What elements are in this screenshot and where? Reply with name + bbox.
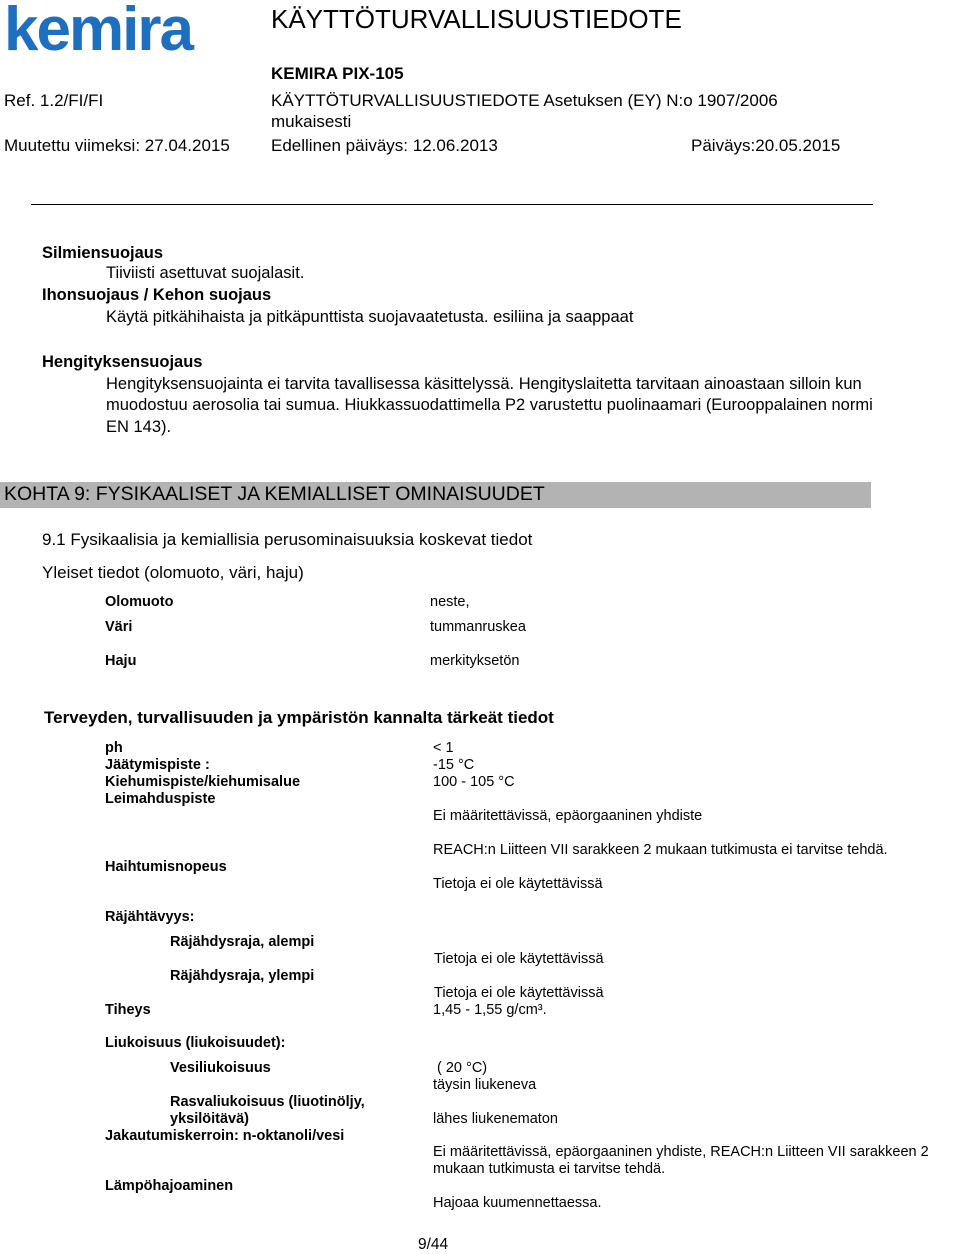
flash-point-label: Leimahduspiste (105, 791, 216, 807)
ph-value: < 1 (433, 740, 454, 756)
section-9-title: KOHTA 9: FYSIKAALISET JA KEMIALLISET OMINAISUUDET (4, 483, 545, 505)
issue-date: Päiväys:20.05.2015 (691, 136, 841, 155)
subsection-9-1-title: 9.1 Fysikaalisia ja kemiallisia perusominaisuuksia koskevat tiedot (42, 530, 533, 549)
odor-value: merkityksetön (430, 653, 520, 669)
density-label: Tiheys (105, 1002, 151, 1018)
partition-coefficient-value-line-2: mukaan tutkimusta ei tarvitse tehdä. (433, 1161, 666, 1177)
general-info-heading: Yleiset tiedot (olomuoto, väri, haju) (42, 563, 304, 582)
form-value: neste, (430, 594, 470, 610)
revised-date: Muutettu viimeksi: 27.04.2015 (4, 136, 230, 155)
thermal-decomposition-value: Hajoaa kuumennettaessa. (433, 1195, 602, 1211)
page-number: 9/44 (418, 1236, 449, 1253)
document-type-title: KÄYTTÖTURVALLISUUSTIEDOTE (271, 4, 682, 34)
color-value: tummanruskea (430, 619, 526, 635)
fat-solubility-label-line-2: yksilöitävä) (170, 1111, 249, 1127)
respiratory-protection-heading: Hengityksensuojaus (42, 353, 203, 371)
flash-point-value: Ei määritettävissä, epäorgaaninen yhdiste (433, 808, 703, 824)
explosive-properties-label: Räjähtävyys: (105, 909, 195, 925)
regulation-line-2: mukaisesti (271, 112, 352, 131)
form-label: Olomuoto (105, 594, 174, 610)
header-divider (31, 204, 873, 205)
respiratory-protection-line-2: muodostuu aerosolia tai sumua. Hiukkassuodattimella P2 varustettu puolinaamari (Eurooppalainen normi (106, 396, 873, 414)
safety-info-heading: Terveyden, turvallisuuden ja ympäristön kannalta tärkeät tiedot (44, 708, 554, 727)
kemira-logo-wordmark (4, 2, 244, 58)
fat-solubility-value: lähes liukenematon (433, 1111, 558, 1127)
previous-date: Edellinen päiväys: 12.06.2013 (271, 136, 498, 155)
freezing-point-value: -15 °C (433, 757, 475, 773)
odor-label: Haju (105, 653, 137, 669)
reach-note: REACH:n Liitteen VII sarakkeen 2 mukaan tutkimusta ei tarvitse tehdä. (433, 842, 888, 858)
water-solubility-value: täysin liukeneva (433, 1077, 537, 1093)
boiling-point-value: 100 - 105 °C (433, 774, 515, 790)
eye-protection-text: Tiiviisti asettuvat suojalasit. (106, 264, 305, 282)
water-solubility-temperature: ( 20 °C) (437, 1060, 488, 1076)
partition-coefficient-value-line-1: Ei määritettävissä, epäorgaaninen yhdiste, REACH:n Liitteen VII sarakkeen 2 (433, 1144, 929, 1160)
solubility-label: Liukoisuus (liukoisuudet): (105, 1035, 286, 1051)
kemira-logo (4, 2, 244, 58)
skin-protection-text: Käytä pitkähihaista ja pitkäpunttista suojavaatetusta. esiliina ja saappaat (106, 308, 634, 326)
density-value: 1,45 - 1,55 g/cm³. (433, 1002, 547, 1018)
skin-protection-heading: Ihonsuojaus / Kehon suojaus (42, 286, 272, 304)
partition-coefficient-label: Jakautumiskerroin: n-oktanoli/vesi (105, 1128, 345, 1144)
reference-number: Ref. 1.2/FI/FI (4, 91, 104, 110)
freezing-point-label: Jäätymispiste : (105, 757, 210, 773)
ph-label: ph (105, 740, 123, 756)
product-name: KEMIRA PIX-105 (271, 64, 404, 83)
lower-explosion-limit-value: Tietoja ei ole käytettävissä (434, 951, 604, 967)
fat-solubility-label-line-1: Rasvaliukoisuus (liuotinöljy, (170, 1094, 365, 1110)
eye-protection-heading: Silmiensuojaus (42, 244, 164, 262)
boiling-point-label: Kiehumispiste/kiehumisalue (105, 774, 301, 790)
logo-text: kemira (4, 2, 192, 58)
upper-explosion-limit-label: Räjähdysraja, ylempi (170, 968, 315, 984)
upper-explosion-limit-value: Tietoja ei ole käytettävissä (434, 985, 604, 1001)
thermal-decomposition-label: Lämpöhajoaminen (105, 1178, 234, 1194)
lower-explosion-limit-label: Räjähdysraja, alempi (170, 934, 315, 950)
regulation-line-1: KÄYTTÖTURVALLISUUSTIEDOTE Asetuksen (EY) N:o 1907/2006 (271, 91, 778, 110)
respiratory-protection-line-1: Hengityksensuojainta ei tarvita tavallisessa käsittelyssä. Hengityslaitetta tarvitaan ainoastaan silloin kun (106, 375, 862, 393)
evaporation-rate-value: Tietoja ei ole käytettävissä (433, 876, 603, 892)
color-label: Väri (105, 619, 133, 635)
respiratory-protection-line-3: EN 143). (106, 418, 172, 436)
evaporation-rate-label: Haihtumisnopeus (105, 859, 227, 875)
water-solubility-label: Vesiliukoisuus (170, 1060, 271, 1076)
